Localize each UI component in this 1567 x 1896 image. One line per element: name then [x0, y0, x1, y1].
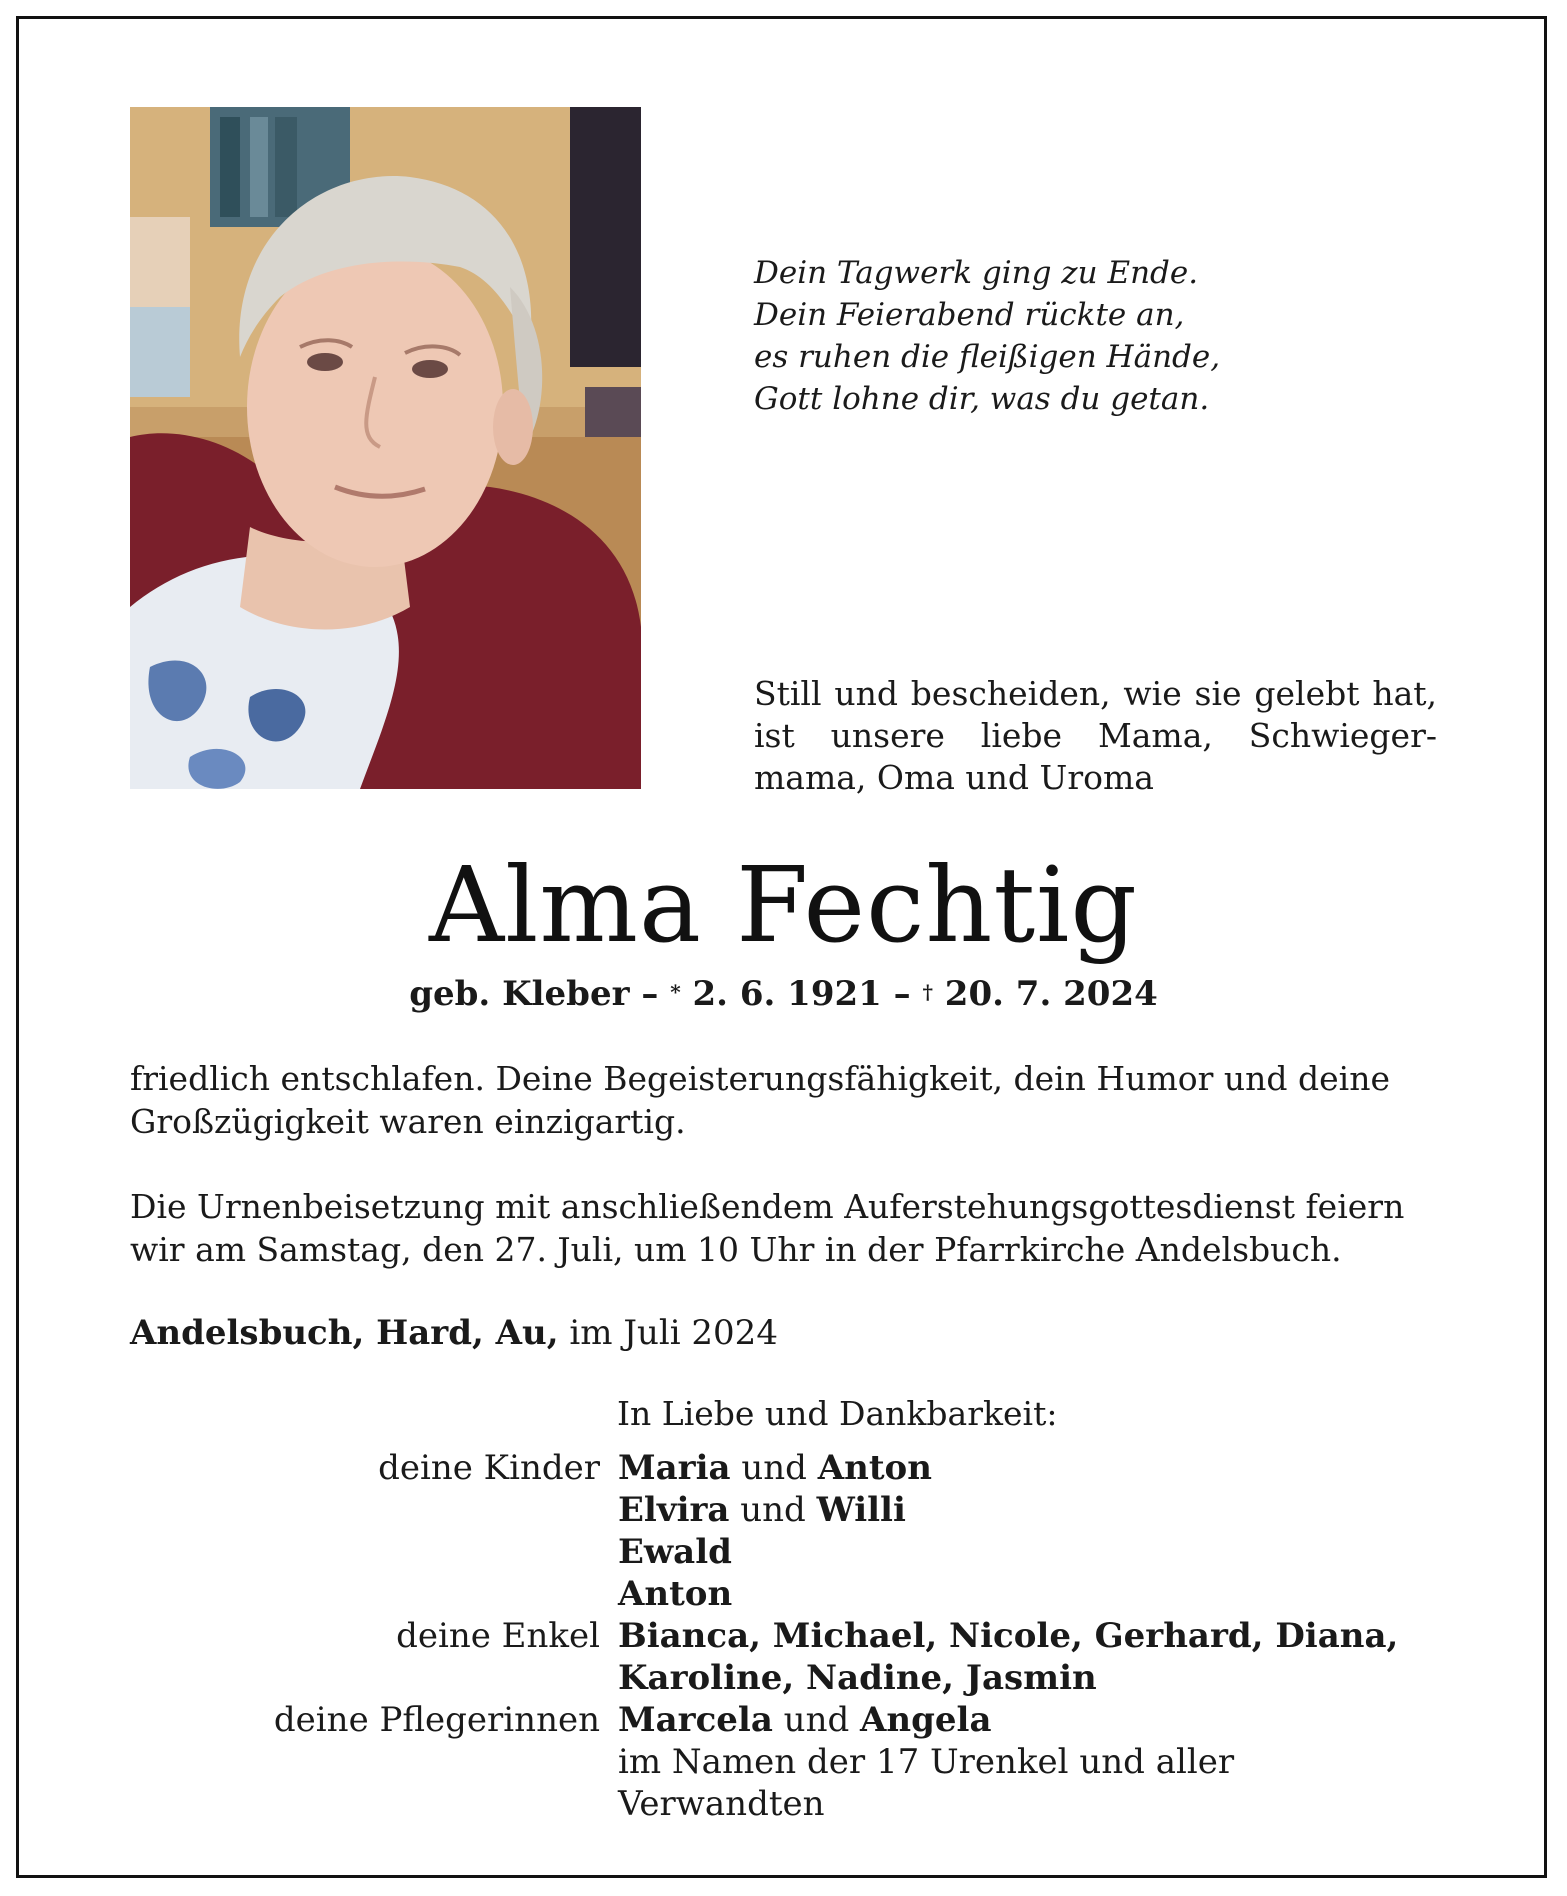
child-name: Maria — [618, 1448, 731, 1488]
family-row — [130, 1699, 1450, 1741]
connector: und — [772, 1700, 861, 1740]
partner-name: Anton — [817, 1448, 932, 1488]
place-date-line — [130, 1311, 778, 1355]
relation-label: deine Enkel — [396, 1616, 600, 1656]
verse-line: Dein Tagwerk ging zu Ende. — [754, 255, 1199, 291]
portrait-photo — [130, 107, 641, 789]
verse-line: Dein Feierabend rückte an, — [754, 297, 1185, 333]
child-name: Ewald — [618, 1532, 732, 1572]
child-name: Anton — [618, 1574, 733, 1614]
grandchildren-names: Bianca, Michael, Nicole, Gerhard, Diana, — [618, 1616, 1399, 1656]
closing-line: im Namen der 17 Urenkel und aller Verwandten — [618, 1742, 1235, 1824]
deceased-name: Alma Fechtig — [429, 844, 1138, 966]
relation-label: deine Pflegerinnen — [273, 1700, 600, 1740]
family-row — [130, 1657, 1450, 1699]
family-row — [130, 1531, 1450, 1573]
signoff: In Liebe und Dankbarkeit: — [617, 1394, 1058, 1433]
dash: – — [629, 974, 671, 1014]
death-date: 20. 7. 2024 — [932, 974, 1158, 1014]
family-row — [130, 1573, 1450, 1615]
family-row — [130, 1741, 1450, 1825]
family-list — [130, 1447, 1450, 1825]
family-row — [130, 1489, 1450, 1531]
birth-date: 2. 6. 1921 — [680, 974, 882, 1014]
grandchildren-names: Karoline, Nadine, Jasmin — [618, 1658, 1097, 1698]
funeral-info-paragraph: Die Urnenbeisetzung mit anschließendem Auferstehungsgottesdienst feiern wir am Samstag, den 27. Juli, um 10 Uhr in der Pfarrkirche Andelsbuch. — [130, 1187, 1405, 1269]
memorial-verse — [754, 252, 1220, 420]
intro-text: Still und bescheiden, wie sie gelebt hat, ist unsere liebe Mama, Schwieger-mama, Oma und Uroma — [754, 674, 1437, 797]
caregiver-name: Marcela — [618, 1700, 773, 1740]
relation-label: deine Kinder — [378, 1448, 600, 1488]
maiden-name: geb. Kleber — [409, 974, 630, 1014]
connector: und — [730, 1448, 818, 1488]
caregiver-name: Angela — [860, 1700, 992, 1740]
dash: – — [881, 974, 923, 1014]
connector: und — [729, 1490, 817, 1530]
tribute-paragraph: friedlich entschlafen. Deine Begeisterungsfähigkeit, dein Humor und deine Großzügigkeit waren einzigartig. — [130, 1059, 1390, 1141]
verse-line: Gott lohne dir, was du getan. — [754, 381, 1210, 417]
death-symbol: † — [922, 980, 933, 1004]
partner-name: Willi — [816, 1490, 906, 1530]
family-row — [130, 1447, 1450, 1489]
places: Andelsbuch, Hard, Au, — [130, 1313, 559, 1353]
child-name: Elvira — [618, 1490, 730, 1530]
birth-symbol: * — [670, 980, 681, 1004]
month-year: im Juli 2024 — [558, 1313, 778, 1353]
life-dates — [0, 972, 1567, 1016]
verse-line: es ruhen die fleißigen Hände, — [754, 339, 1221, 375]
family-row — [130, 1615, 1450, 1657]
